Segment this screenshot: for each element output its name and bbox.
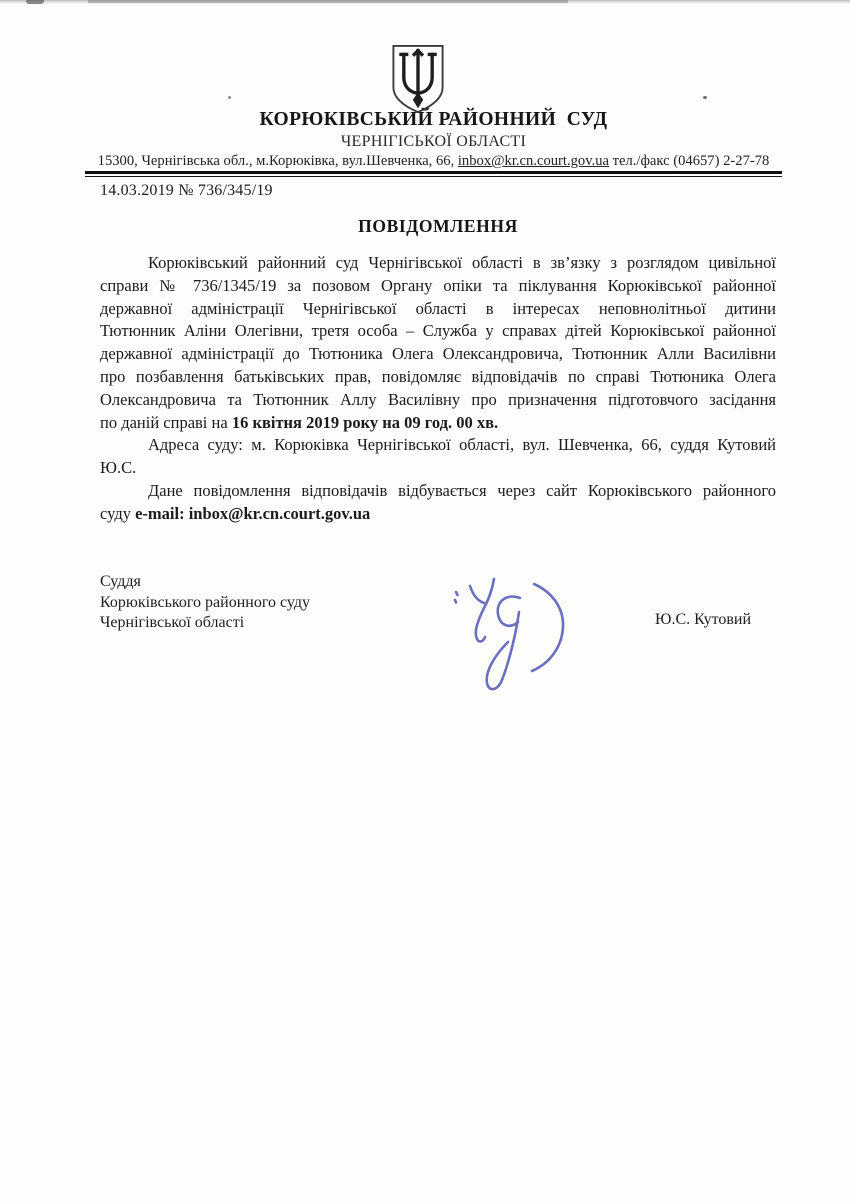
scan-corner-mark: [26, 0, 44, 4]
body-text-bold-segment: e-mail: inbox@kr.cn.court.gov.ua: [135, 503, 371, 523]
document-body: [100, 252, 776, 526]
body-text-line: [100, 480, 776, 503]
body-text-line: [100, 389, 776, 412]
body-text-segment: Тютюнник Аліни Олегівни, третя особа – Служба у справах дітей Корюківської районної: [100, 321, 776, 341]
signer-role: [100, 572, 310, 634]
body-text-segment: Дане повідомлення відповідачів відбувається через сайт Корюківського районного: [148, 480, 776, 500]
handwritten-signature-ink: [430, 570, 586, 704]
court-email: inbox@kr.cn.court.gov.ua: [457, 153, 609, 169]
body-text-line: [100, 434, 776, 457]
body-text-line: [100, 366, 776, 389]
signer-name: Ю.С. Кутовий: [655, 611, 752, 628]
body-text-segment: суду: [100, 503, 136, 523]
letterhead-divider-rule: [85, 171, 782, 177]
scan-speck: [703, 96, 707, 99]
body-text-bold-segment: 16 квітня 2019 року на 09 год. 00 хв.: [231, 412, 499, 432]
body-text-segment: по даній справі на: [100, 412, 232, 432]
body-text-line: [100, 298, 776, 321]
document-title: ПОВІДОМЛЕННЯ: [358, 216, 518, 236]
scan-speck: [228, 96, 231, 99]
signer-role-line: Суддя: [100, 573, 141, 590]
signer-role-line: Чернігівської області: [100, 614, 245, 631]
body-text-segment: державної адміністрації до Тютюника Олега Олександровича, Тютюнник Алли Василівни: [100, 344, 776, 364]
body-text-segment: Ю.С.: [100, 458, 137, 478]
court-region: ЧЕРНІГІСЬКОЇ ОБЛАСТІ: [340, 133, 527, 150]
body-text-segment: Адреса суду: м. Корюківка Чернігівської області, вул. Шевченка, 66, суддя Кутовий: [148, 435, 776, 455]
scan-top-edge-streak: [88, 0, 568, 3]
body-text-segment: Олександровича та Тютюнник Аллу Василівну про призначення підготовчого засідання: [100, 389, 776, 409]
court-name: КОРЮКІВСЬКИЙ РАЙОННИЙ СУД: [259, 109, 608, 130]
body-text-segment: державної адміністрації Чернігівської області в інтересах неповнолітньої дитини: [100, 298, 776, 318]
address-phone: тел./факс (04657) 2-27-78: [608, 153, 770, 169]
body-text-line: [100, 275, 776, 298]
body-text-line: [100, 457, 776, 480]
address-text: 15300, Чернігівська обл., м.Корюківка, вул.Шевченка, 66,: [97, 153, 458, 169]
body-text-segment: про позбавлення батьківських прав, повідомляє відповідачів по справі Тютюника Олега: [100, 366, 776, 386]
body-text-line: [100, 252, 776, 275]
body-text-line: [100, 412, 776, 435]
body-text-line: [100, 343, 776, 366]
ukraine-trident-emblem-icon: [389, 44, 447, 114]
body-text-line: [100, 503, 776, 526]
signer-role-line: Корюківського районного суду: [100, 593, 311, 611]
signature-block: [0, 570, 850, 710]
court-address-line: [85, 153, 782, 170]
document-date-reference: 14.03.2019 № 736/345/19: [100, 182, 273, 199]
body-text-segment: справи № 736/1345/19 за позовом Органу опіки та піклування Корюківської районної: [100, 275, 776, 295]
body-text-segment: Корюківський районний суд Чернігівської області в зв’язку з розглядом цивільної: [148, 253, 776, 272]
body-text-line: [100, 320, 776, 343]
